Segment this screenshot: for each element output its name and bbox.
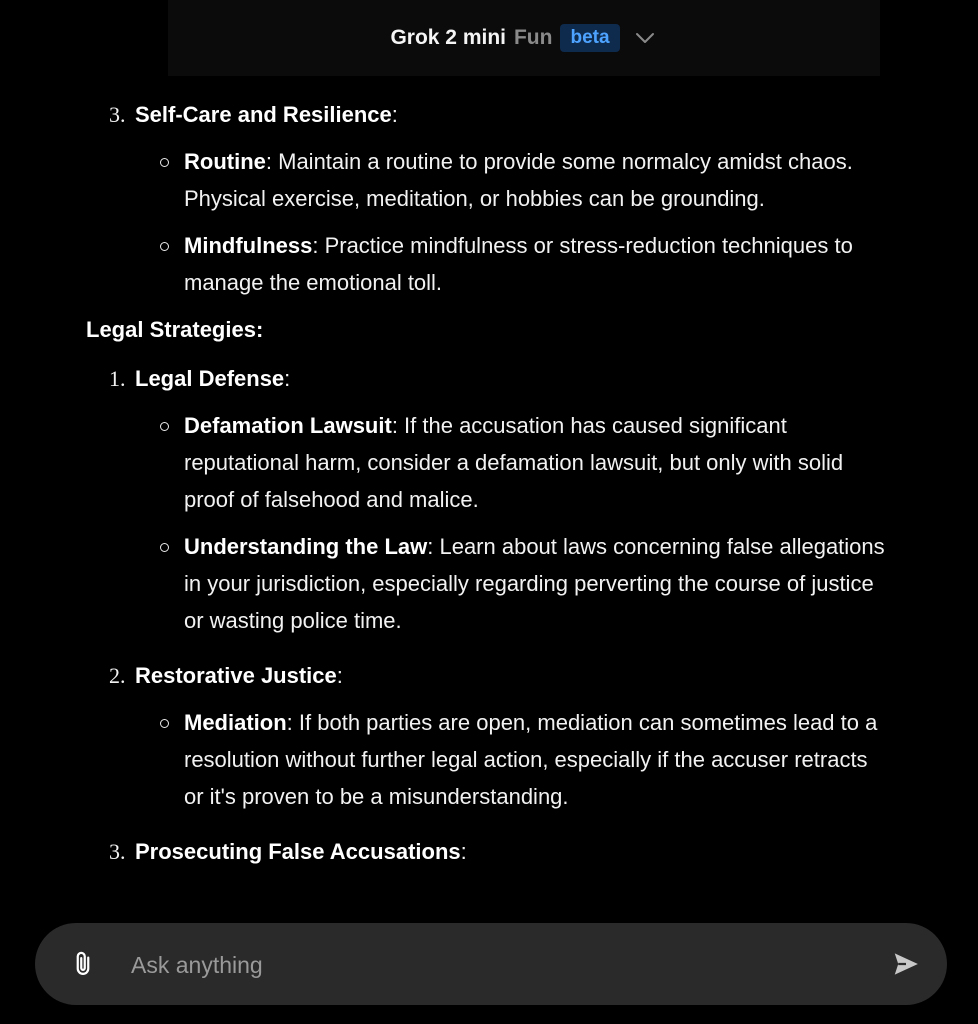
bullet-text: : If the accusation has caused significant reputational harm, consider a defamation lawsuit, but only with solid proof of falsehood and malice.	[184, 413, 844, 512]
item-title: Restorative Justice	[135, 663, 337, 688]
bullet-title: Defamation Lawsuit	[184, 413, 392, 438]
bullet-text: : Practice mindfulness or stress-reduction techniques to manage the emotional toll.	[184, 233, 853, 295]
item-title: Prosecuting False Accusations	[135, 839, 461, 864]
list-item-legal-defense	[86, 360, 886, 639]
send-icon[interactable]	[891, 949, 921, 979]
section-heading: Legal Strategies:	[86, 317, 264, 342]
list-item-restorative	[86, 657, 886, 815]
bullet-text: : Maintain a routine to provide some normalcy amidst chaos. Physical exercise, meditation, or hobbies can be grounding.	[184, 149, 853, 211]
list-number: 3.	[109, 102, 126, 127]
bullet-title: Mindfulness	[184, 233, 313, 258]
bullet-item-mindfulness	[135, 227, 886, 301]
bullet-item-routine	[135, 143, 886, 217]
bullet-item-mediation	[135, 704, 886, 815]
bullet-title: Mediation	[184, 710, 287, 735]
assistant-message	[86, 96, 886, 870]
list-item-prosecuting	[86, 833, 886, 870]
item-suffix: :	[391, 102, 398, 127]
item-suffix: :	[336, 663, 343, 688]
item-title: Self-Care and Resilience	[135, 102, 392, 127]
chevron-down-icon[interactable]	[632, 25, 658, 51]
bullet-list	[135, 704, 886, 815]
beta-badge: beta	[560, 24, 619, 52]
bullet-text: : If both parties are open, mediation can sometimes lead to a resolution without further legal action, especially if the accuser retracts or it's proven to be a misunderstanding.	[184, 710, 878, 809]
item-title: Legal Defense	[135, 366, 285, 391]
list-item-self-care	[86, 96, 886, 301]
bullet-list	[135, 143, 886, 301]
mode-label[interactable]: Fun	[513, 26, 553, 49]
bullet-list	[135, 407, 886, 639]
paperclip-icon[interactable]	[69, 950, 97, 978]
list-number: 2.	[109, 663, 126, 688]
list-number: 3.	[109, 839, 126, 864]
chat-input[interactable]	[129, 943, 863, 987]
bullet-text: : Learn about laws concerning false allegations in your jurisdiction, especially regarding perverting the course of justice or wasting police time.	[184, 534, 885, 633]
model-name[interactable]: Grok 2 mini	[390, 26, 506, 49]
chat-header	[168, 0, 880, 76]
list-number: 1.	[109, 366, 126, 391]
bullet-item-defamation	[135, 407, 886, 518]
item-suffix: :	[460, 839, 467, 864]
bullet-item-law	[135, 528, 886, 639]
item-suffix: :	[284, 366, 291, 391]
bullet-title: Understanding the Law	[184, 534, 428, 559]
bullet-title: Routine	[184, 149, 266, 174]
chat-input-bar	[35, 923, 947, 1005]
